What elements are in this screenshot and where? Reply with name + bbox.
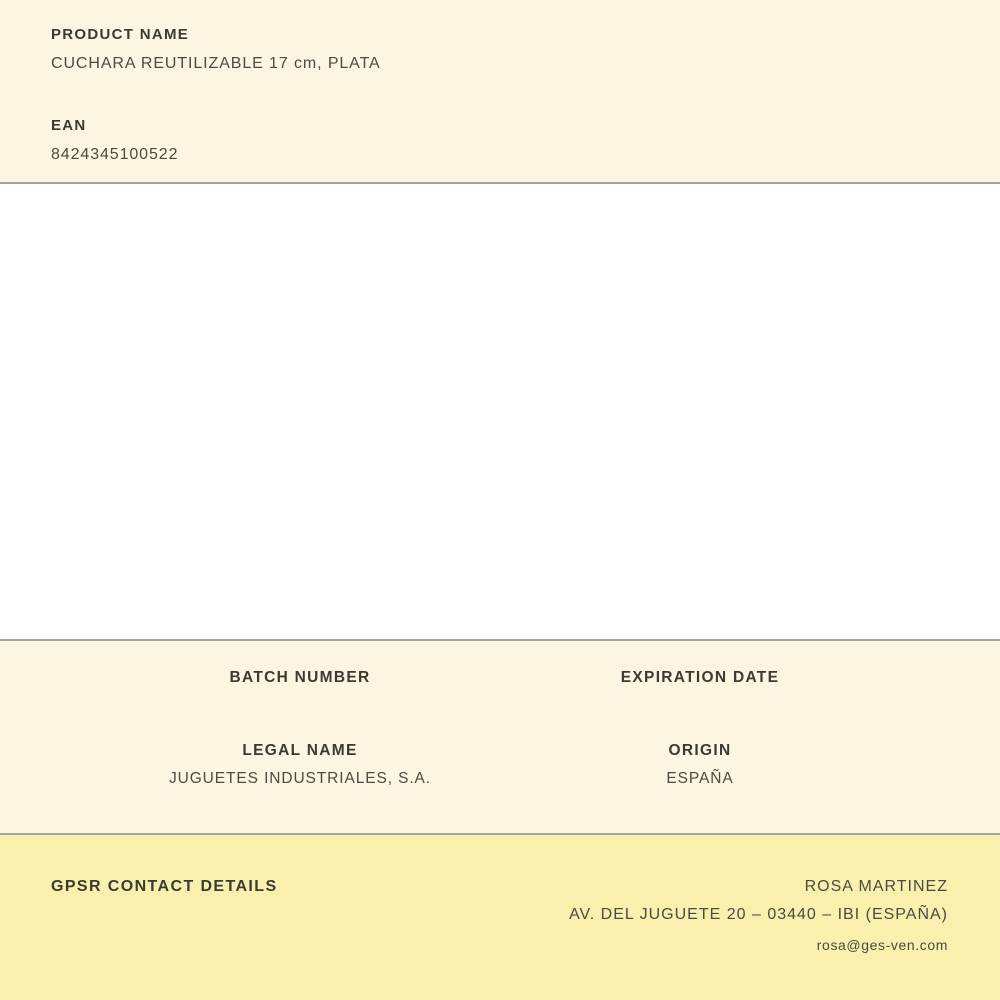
contact-address: AV. DEL JUGUETE 20 – 03440 – IBI (ESPAÑA) <box>569 906 948 923</box>
details-section <box>0 641 1000 835</box>
details-row-legal-origin <box>100 742 900 788</box>
product-name-field <box>51 26 949 73</box>
legal-name-label: LEGAL NAME <box>242 742 358 759</box>
gpsr-contact-info <box>569 878 948 954</box>
expiration-date-cell <box>500 669 900 696</box>
details-row-batch-expiration <box>100 669 900 696</box>
ean-value: 8424345100522 <box>51 146 179 163</box>
origin-value: ESPAÑA <box>666 770 734 787</box>
expiration-date-label: EXPIRATION DATE <box>620 669 780 686</box>
origin-cell <box>500 742 900 788</box>
legal-name-value: JUGUETES INDUSTRIALES, S.A. <box>168 770 431 787</box>
product-name-value: CUCHARA REUTILIZABLE 17 cm, PLATA <box>51 55 381 72</box>
blank-image-area <box>0 184 1000 641</box>
ean-label: EAN <box>51 117 87 134</box>
legal-name-cell <box>100 742 500 788</box>
gpsr-contact-section <box>0 835 1000 1000</box>
ean-field <box>51 117 949 164</box>
contact-person-name: ROSA MARTINEZ <box>804 878 948 895</box>
product-header-section <box>0 0 1000 184</box>
contact-email: rosa@ges-ven.com <box>816 937 948 953</box>
origin-label: ORIGIN <box>668 742 732 759</box>
batch-number-cell <box>100 669 500 696</box>
product-name-label: PRODUCT NAME <box>51 26 190 43</box>
gpsr-contact-title: GPSR CONTACT DETAILS <box>51 878 278 895</box>
batch-number-label: BATCH NUMBER <box>229 669 371 686</box>
